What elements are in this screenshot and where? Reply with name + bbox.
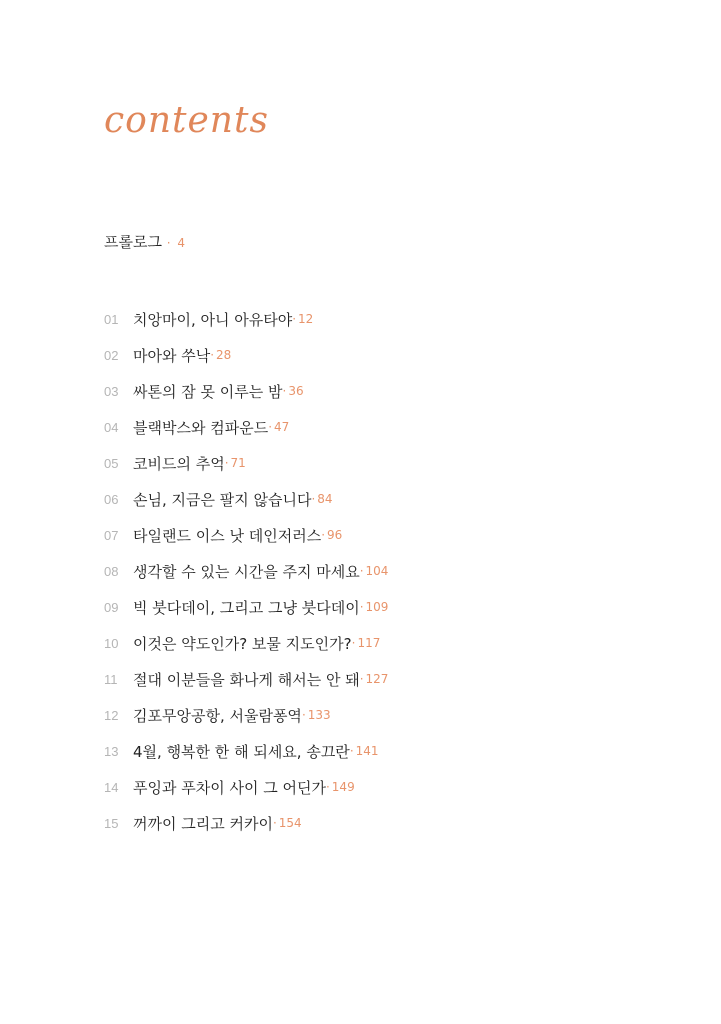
chapter-title: 손님, 지금은 팔지 않습니다 xyxy=(133,490,312,509)
chapter-number: 08 xyxy=(104,563,119,579)
chapter-title: 블랙박스와 컴파운드 xyxy=(133,418,269,437)
chapter-number: 03 xyxy=(104,383,119,399)
chapter-page-number: 84 xyxy=(317,492,333,506)
page-separator: · xyxy=(210,348,215,362)
chapter-number: 07 xyxy=(104,527,119,543)
chapter-page-number: 133 xyxy=(307,708,331,722)
chapter-title: 절대 이분들을 화나게 해서는 안 돼 xyxy=(133,670,360,689)
chapter-item[interactable] xyxy=(104,301,388,337)
page-separator: · xyxy=(349,744,354,758)
page-separator: · xyxy=(166,236,171,250)
chapter-item[interactable] xyxy=(104,553,388,589)
page-separator: · xyxy=(282,384,287,398)
chapter-title: 코비드의 추억 xyxy=(133,454,225,473)
chapter-number: 14 xyxy=(104,779,119,795)
chapter-item[interactable] xyxy=(104,805,388,841)
chapter-item[interactable] xyxy=(104,373,388,409)
chapter-title: 생각할 수 있는 시간을 주지 마세요 xyxy=(133,562,360,581)
chapter-number: 06 xyxy=(104,491,119,507)
chapter-page-number: 36 xyxy=(288,384,304,398)
chapter-number: 11 xyxy=(104,671,118,687)
chapter-number: 05 xyxy=(104,455,119,471)
page-separator: · xyxy=(311,492,316,506)
chapter-title: 싸톤의 잠 못 이루는 밤 xyxy=(133,382,283,401)
contents-title: contents xyxy=(104,100,269,141)
page-separator: · xyxy=(325,780,330,794)
chapter-title: 빅 붓다데이, 그리고 그냥 붓다데이 xyxy=(133,598,360,617)
chapter-title: 꺼까이 그리고 커카이 xyxy=(133,814,273,833)
page-separator: · xyxy=(224,456,229,470)
chapter-item[interactable] xyxy=(104,733,388,769)
chapter-title: 마아와 쑤낙 xyxy=(133,346,211,365)
chapter-number: 12 xyxy=(104,707,119,723)
chapter-number: 04 xyxy=(104,419,119,435)
chapter-number: 02 xyxy=(104,347,119,363)
chapter-page-number: 96 xyxy=(327,528,343,542)
chapter-item[interactable] xyxy=(104,337,388,373)
chapter-page-number: 104 xyxy=(365,564,389,578)
page-separator: · xyxy=(292,312,297,326)
chapter-item[interactable] xyxy=(104,481,388,517)
chapter-page-number: 117 xyxy=(357,636,381,650)
chapter-item[interactable] xyxy=(104,445,388,481)
page-separator: · xyxy=(359,672,364,686)
chapter-page-number: 141 xyxy=(355,744,379,758)
chapter-number: 01 xyxy=(104,311,119,327)
page-separator: · xyxy=(351,636,356,650)
chapter-page-number: 127 xyxy=(365,672,389,686)
chapter-item[interactable] xyxy=(104,625,388,661)
prologue-entry[interactable] xyxy=(104,232,185,253)
chapter-page-number: 154 xyxy=(278,816,302,830)
chapter-item[interactable] xyxy=(104,589,388,625)
chapter-list xyxy=(104,301,388,841)
chapter-title: 4월, 행복한 한 해 되세요, 송끄란 xyxy=(133,742,350,761)
chapter-item[interactable] xyxy=(104,517,388,553)
chapter-title: 치앙마이, 아니 아유타야 xyxy=(133,310,293,329)
chapter-item[interactable] xyxy=(104,697,388,733)
page-separator: · xyxy=(272,816,277,830)
chapter-page-number: 149 xyxy=(331,780,355,794)
chapter-item[interactable] xyxy=(104,409,388,445)
chapter-page-number: 28 xyxy=(216,348,232,362)
chapter-page-number: 12 xyxy=(298,312,314,326)
page-separator: · xyxy=(268,420,273,434)
page-separator: · xyxy=(321,528,326,542)
chapter-number: 13 xyxy=(104,743,119,759)
page-separator: · xyxy=(359,600,364,614)
chapter-title: 푸잉과 푸차이 사이 그 어딘가 xyxy=(133,778,326,797)
chapter-title: 김포무앙공항, 서울람퐁역 xyxy=(133,706,302,725)
chapter-item[interactable] xyxy=(104,769,388,805)
chapter-title: 이것은 약도인가? 보물 지도인가? xyxy=(133,634,352,653)
chapter-number: 09 xyxy=(104,599,119,615)
chapter-title: 타일랜드 이스 낫 데인저러스 xyxy=(133,526,322,545)
chapter-item[interactable] xyxy=(104,661,388,697)
page-separator: · xyxy=(301,708,306,722)
prologue-page-number: 4 xyxy=(177,236,185,250)
page-separator: · xyxy=(359,564,364,578)
chapter-page-number: 71 xyxy=(230,456,246,470)
chapter-number: 10 xyxy=(104,635,119,651)
chapter-page-number: 47 xyxy=(274,420,290,434)
chapter-page-number: 109 xyxy=(365,600,389,614)
chapter-number: 15 xyxy=(104,815,119,831)
prologue-label: 프롤로그 xyxy=(104,233,162,251)
